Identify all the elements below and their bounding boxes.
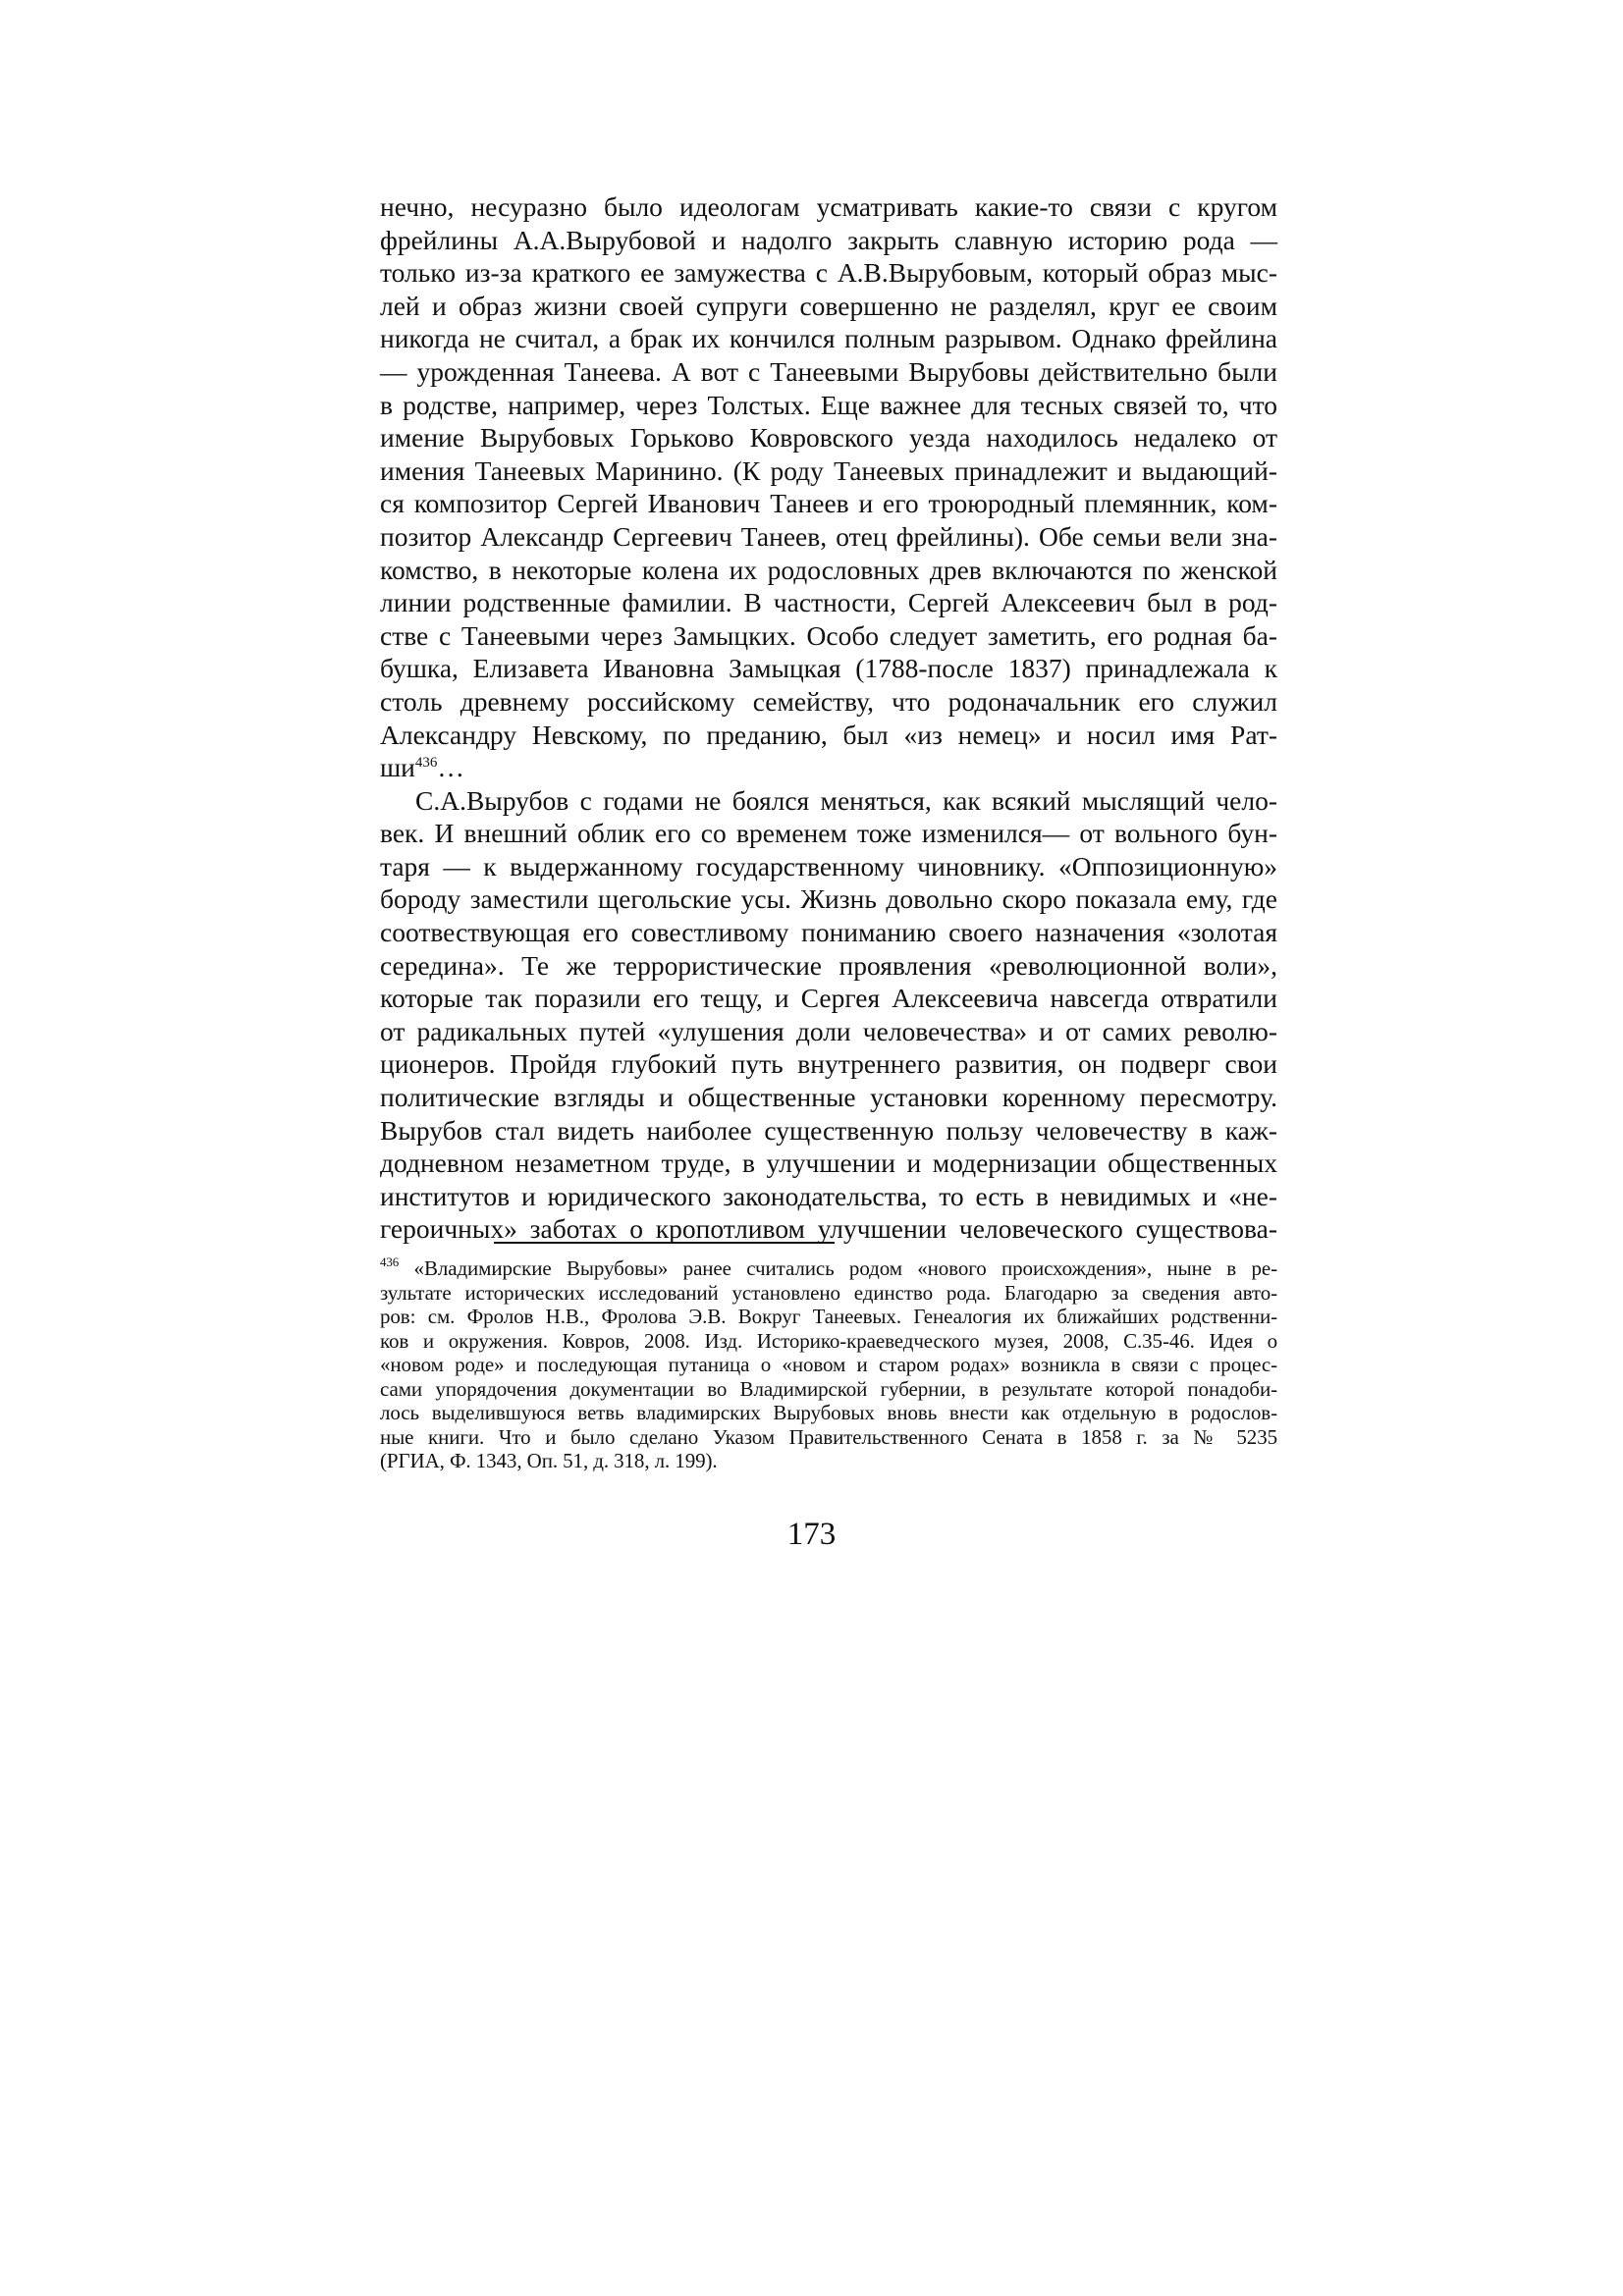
text-line: лей и образ жизни своей супруги совершенно не разделял, круг ее своим <box>380 290 1277 321</box>
text-line-last <box>380 751 1277 784</box>
text-line: век. И внешний облик его со временем тоже изменился— от вольного бун- <box>380 818 1277 849</box>
text-line: ционеров. Пройдя глубокий путь внутреннего развития, он подверг свои <box>380 1048 1277 1080</box>
text-line: С.А.Вырубов с годами не боялся меняться, как всякий мыслящий чело- <box>415 784 1277 816</box>
footnote-line-last: (РГИА, Ф. 1343, Оп. 51, д. 318, л. 199). <box>380 1449 718 1472</box>
text-line: бушка, Елизавета Ивановна Замыцкая (1788-после 1837) принадлежала к <box>380 653 1277 684</box>
footnote-line: ные книги. Что и было сделано Указом Правительственного Сената в 1858 г. за № 5235 <box>380 1424 1277 1449</box>
main-text <box>380 190 1277 1246</box>
text-line: политические взгляды и общественные установки коренному пересмотру. <box>380 1082 1277 1113</box>
text-line: комство, в некоторые колена их родословных древ включаются по женской <box>380 554 1277 585</box>
text-fragment: … <box>437 752 464 783</box>
paragraph-2 <box>380 784 1277 1246</box>
text-fragment: ши <box>380 752 415 783</box>
footnote-line: ров: см. Фролов Н.В., Фролова Э.В. Вокруг Танеевых. Генеалогия их ближайших родственни- <box>380 1305 1277 1328</box>
text-line: имения Танеевых Маринино. (К роду Танеевых принадлежит и выдающий- <box>380 454 1277 486</box>
footnote-line: ков и окружения. Ковров, 2008. Изд. Историко-краеведческого музея, 2008, С.35-46. Идея о <box>380 1328 1277 1353</box>
text-line: никогда не считал, а брак их кончился полным разрывом. Однако фрейлина <box>380 323 1277 354</box>
text-line: Александру Невскому, по преданию, был «из немец» и носил имя Рат- <box>380 719 1277 750</box>
text-line: имение Вырубовых Горьково Ковровского уезда находилось недалеко от <box>380 422 1277 454</box>
footnote-reference[interactable]: 436 <box>414 755 438 772</box>
text-line: институтов и юридического законодательства, то есть в невидимых и «не- <box>380 1180 1277 1211</box>
text-line: от радикальных путей «улушения доли человечества» и от самих револю- <box>380 1015 1277 1046</box>
footnote-436 <box>380 1256 1277 1473</box>
text-line: героичных» заботах о кропотливом улучшении человеческого существова- <box>380 1213 1277 1245</box>
text-line: ся композитор Сергей Иванович Танеев и его троюродный племянник, ком- <box>380 488 1277 519</box>
footnote-line: лось выделившуюся ветвь владимирских Вырубовых вновь внести как отдельную в родослов- <box>380 1401 1277 1424</box>
text-line: Вырубов стал видеть наиболее существенную пользу человечеству в каж- <box>380 1114 1277 1146</box>
footnote-line: зультате исторических исследований установлено единство рода. Благодарю за сведения авто- <box>380 1280 1277 1305</box>
text-line: в родстве, например, через Толстых. Еще важнее для тесных связей то, что <box>380 389 1277 420</box>
text-line: позитор Александр Сергеевич Танеев, отец фрейлины). Обе семьи вели зна- <box>380 520 1277 552</box>
text-line: только из-за краткого ее замужества с А.В.Вырубовым, который образ мыс- <box>380 257 1277 289</box>
footnote-separator <box>494 1242 835 1244</box>
footnote-number: 436 <box>380 1255 400 1269</box>
footnote-line: сами упорядочения документации во Владимирской губернии, в результате которой понадоби- <box>380 1376 1277 1401</box>
text-line: нечно, несуразно было идеологам усматривать какие-то связи с кругом <box>380 191 1277 222</box>
text-line: фрейлины А.А.Вырубовой и надолго закрыть славную историю рода — <box>380 224 1277 255</box>
footnote-line: «новом роде» и последующая путаница о «новом и старом родах» возникла в связи с процес- <box>380 1353 1277 1376</box>
text-line: столь древнему российскому семейству, что родоначальник его служил <box>380 685 1277 717</box>
text-line: додневном незаметном труде, в улучшении и модернизации общественных <box>380 1148 1277 1179</box>
text-line: бороду заместили щегольские усы. Жизнь довольно скоро показала ему, где <box>380 883 1277 915</box>
text-line: таря — к выдержанному государственному чиновнику. «Оппозиционную» <box>380 850 1277 881</box>
text-line: которые так поразили его тещу, и Сергея Алексеевича навсегда отвратили <box>380 983 1277 1014</box>
text-line: середина». Те же террористические проявления «революционной воли», <box>380 949 1277 981</box>
text-line: стве с Танеевыми через Замыцких. Особо следует заметить, его родная ба- <box>380 619 1277 651</box>
footnote-line <box>380 1256 1277 1281</box>
page-number: 173 <box>786 1517 837 1552</box>
text-line: соотвествующая его совестливому пониманию своего назначения «золотая <box>380 917 1277 948</box>
text-line: линии родственные фамилии. В частности, Сергей Алексеевич был в род- <box>380 587 1277 618</box>
text-line: — урожденная Танеева. А вот с Танеевыми Вырубовы действительно были <box>380 355 1277 387</box>
text-fragment: «Владимирские Вырубовы» ранее считались родом «нового происхождения», ныне в ре- <box>399 1256 1277 1280</box>
paragraph-1 <box>380 190 1277 784</box>
